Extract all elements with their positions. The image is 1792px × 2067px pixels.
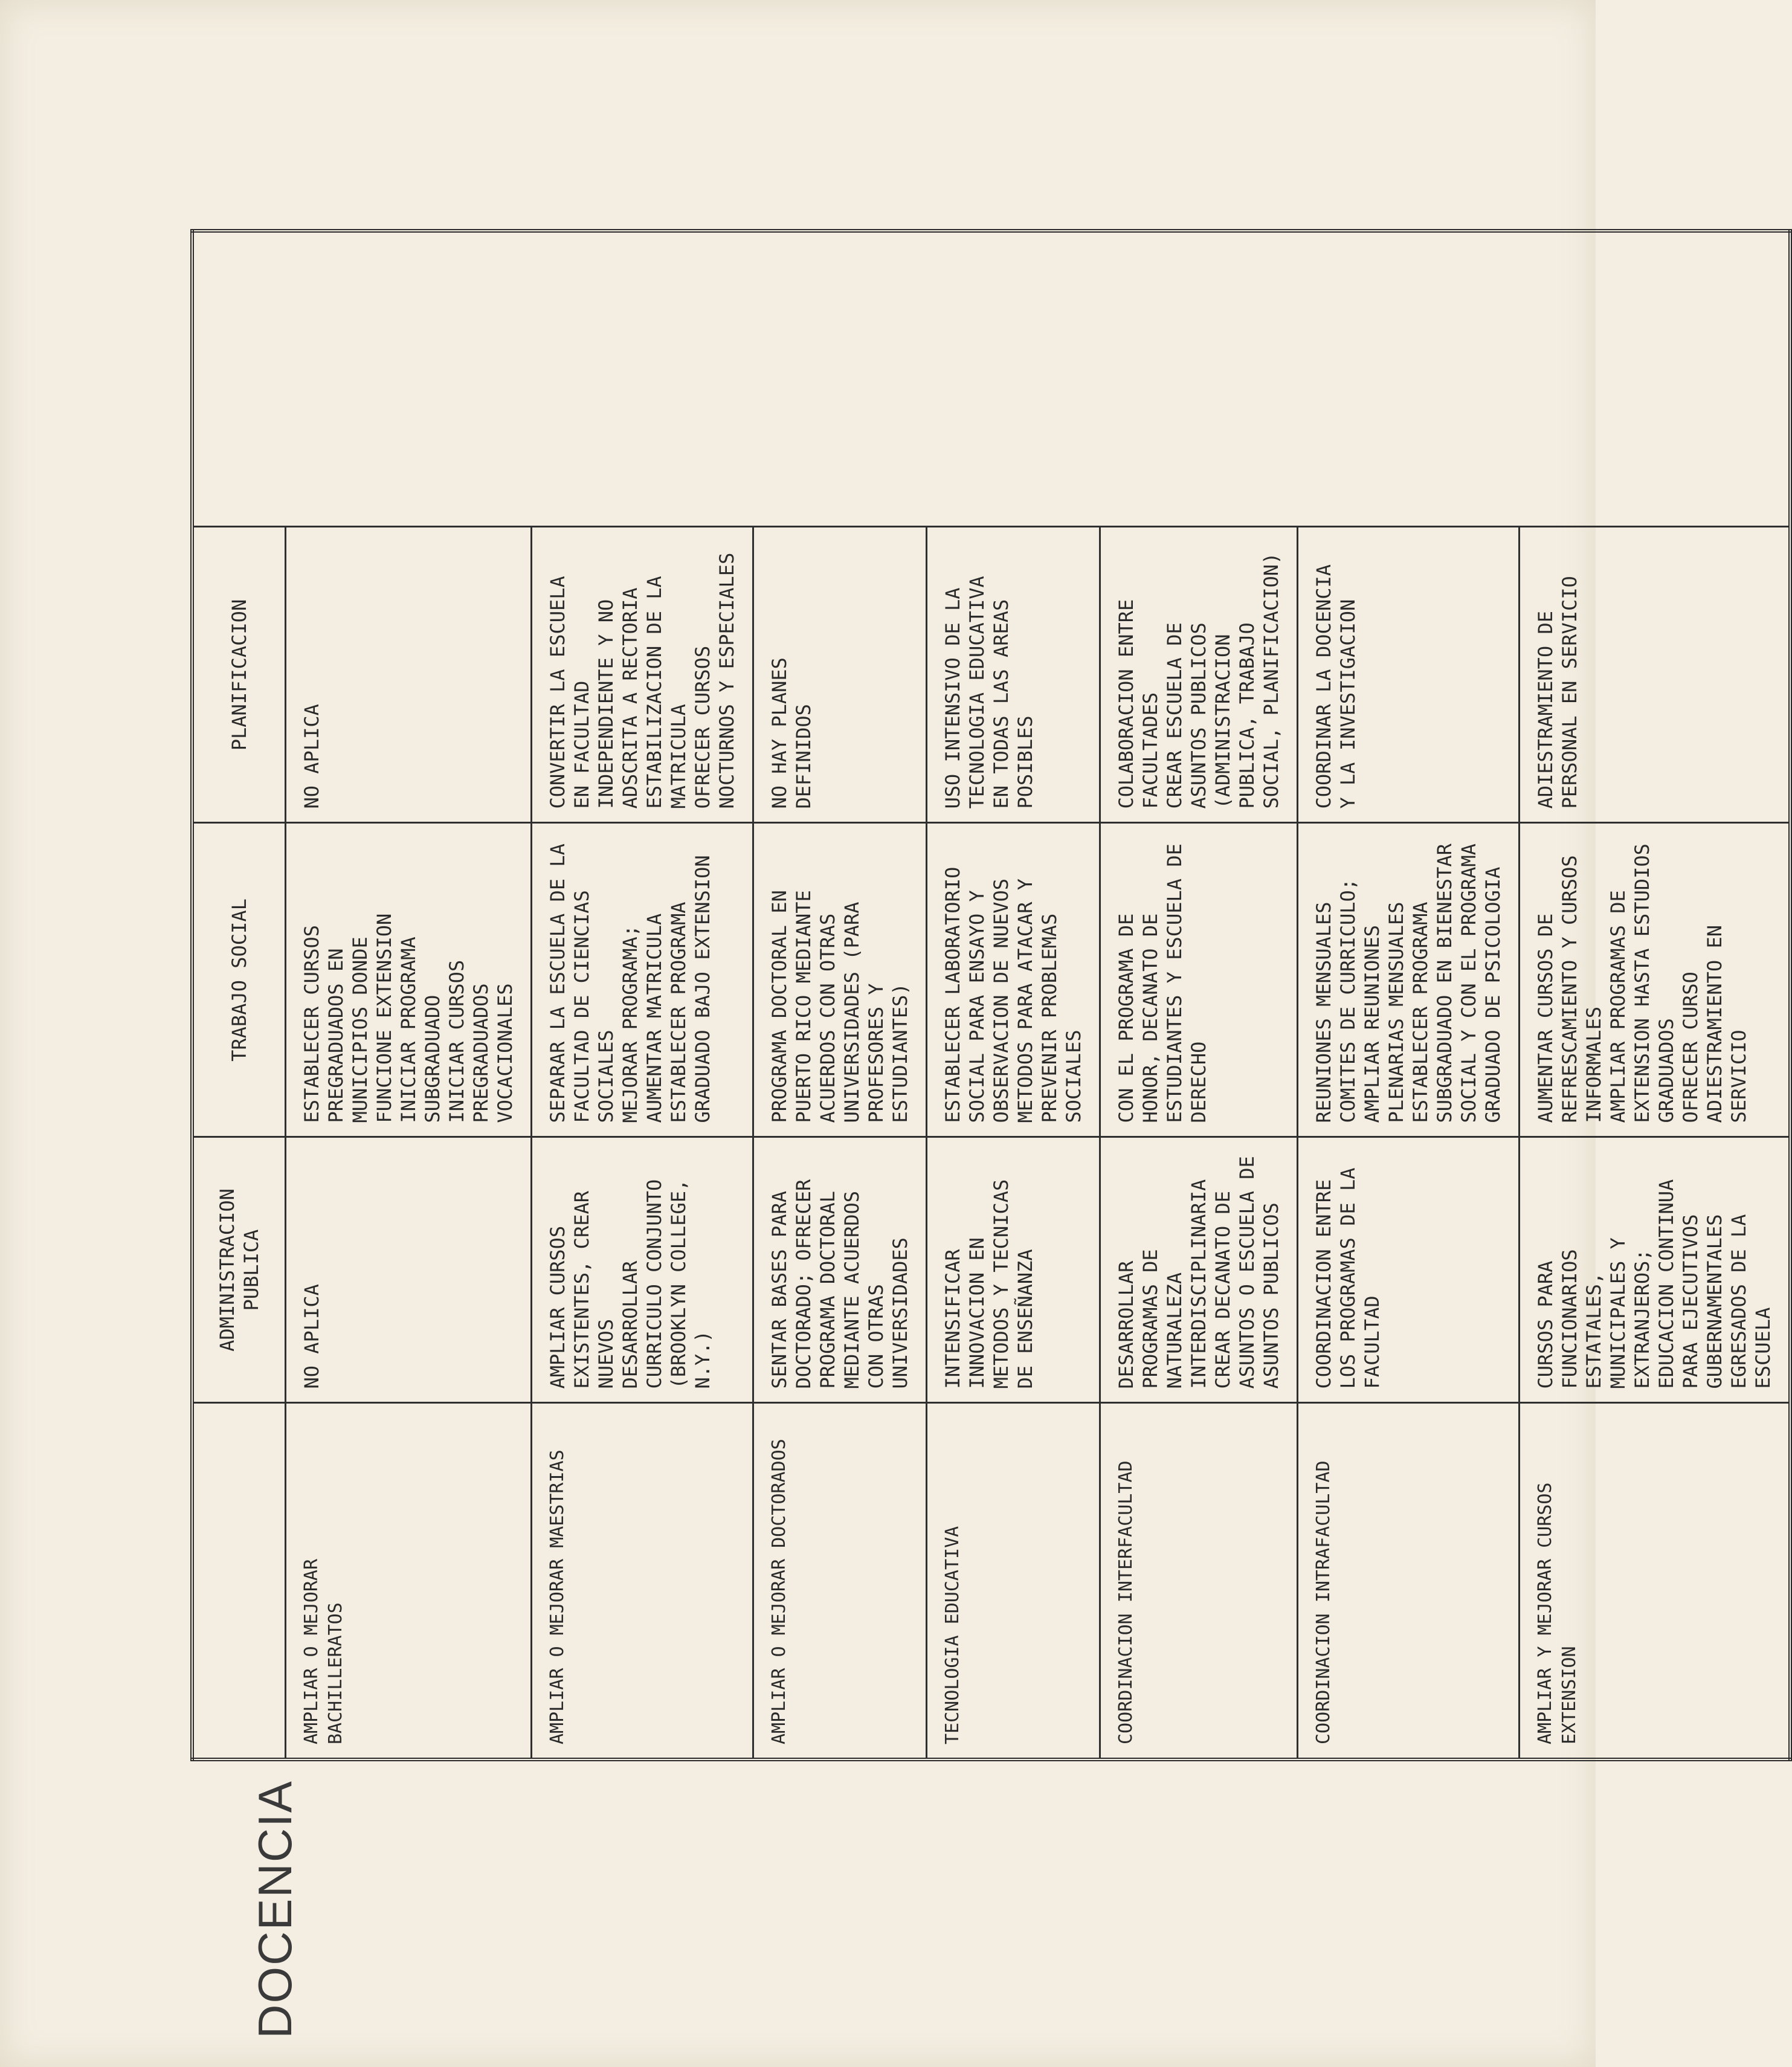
cell-trabajo-social: AUMENTAR CURSOS DE REFRESCAMIENTO Y CURSOS INFORMALES AMPLIAR PROGRAMAS DE EXTENSION HASTA ESTUDIOS GRADUADOS OFRECER CURSO ADIESTRAMIENTO EN SERVICIO bbox=[1520, 823, 1791, 1137]
header-row bbox=[192, 231, 286, 1759]
section-label: DOCENCIA bbox=[248, 1780, 301, 2039]
cell-administracion-publica: DESARROLLAR PROGRAMAS DE NATURALEZA INTERDISCIPLINARIA CREAR DECANATO DE ASUNTOS O ESCUELA DE ASUNTOS PUBLICOS bbox=[1100, 1137, 1298, 1403]
cell-administracion-publica: CURSOS PARA FUNCIONARIOS ESTATALES, MUNICIPALES Y EXTRANJEROS; EDUCACION CONTINUA PARA EJECUTIVOS GUBERNAMENTALES EGRESADOS DE LA ESCUELA bbox=[1520, 1137, 1791, 1403]
cell-trabajo-social: SEPARAR LA ESCUELA DE LA FACULTAD DE CIENCIAS SOCIALES MEJORAR PROGRAMA; AUMENTAR MATRICULA ESTABLECER PROGRAMA GRADUADO BAJO EXTENSION bbox=[532, 823, 753, 1137]
row-label: AMPLIAR O MEJORAR MAESTRIAS bbox=[532, 1403, 753, 1759]
table-row bbox=[1100, 231, 1298, 1759]
cell-administracion-publica: NO APLICA bbox=[286, 1137, 532, 1403]
cell-administracion-publica: AMPLIAR CURSOS EXISTENTES, CREAR NUEVOS DESARROLLAR CURRICULO CONJUNTO (BROOKLYN COLLEGE, N.Y.) bbox=[532, 1137, 753, 1403]
row-label: AMPLIAR O MEJORAR DOCTORADOS bbox=[753, 1403, 927, 1759]
column-header-plan: PLANIFICACION bbox=[192, 527, 286, 823]
table-row bbox=[753, 231, 927, 1759]
row-label: AMPLIAR Y MEJORAR CURSOS EXTENSION bbox=[1520, 1403, 1791, 1759]
corner-cell bbox=[192, 1403, 286, 1759]
cell-administracion-publica: COORDINACION ENTRE LOS PROGRAMAS DE LA FACULTAD bbox=[1298, 1137, 1520, 1403]
cell-trabajo-social: ESTABLECER LABORATORIO SOCIAL PARA ENSAYO Y OBSERVACION DE NUEVOS METODOS PARA ATACAR Y PREVENIR PROBLEMAS SOCIALES bbox=[927, 823, 1100, 1137]
cell-planificacion: CONVERTIR LA ESCUELA EN FACULTAD INDEPENDIENTE Y NO ADSCRITA A RECTORIA ESTABILIZACION DE LA MATRICULA OFRECER CURSOS NOCTURNOS Y ESPECIALES bbox=[532, 527, 753, 823]
cell-trabajo-social: ESTABLECER CURSOS PREGRADUADOS EN MUNICIPIOS DONDE FUNCIONE EXTENSION INICIAR PROGRAMA SUBGRADUADO INICIAR CURSOS PREGRADUADOS VOCACIONALES bbox=[286, 823, 532, 1137]
row-label: COORDINACION INTRAFACULTAD bbox=[1298, 1403, 1520, 1759]
row-label: TECNOLOGIA EDUCATIVA bbox=[927, 1403, 1100, 1759]
cell-planificacion: COLABORACION ENTRE FACULTADES CREAR ESCUELA DE ASUNTOS PUBLICOS (ADMINISTRACION PUBLICA, TRABAJO SOCIAL, PLANIFICACION) bbox=[1100, 527, 1298, 823]
cell-planificacion: NO APLICA bbox=[286, 527, 532, 823]
table-row bbox=[286, 231, 532, 1759]
row-label: AMPLIAR O MEJORAR BACHILLERATOS bbox=[286, 1403, 532, 1759]
table-row bbox=[1298, 231, 1520, 1759]
cell-trabajo-social: REUNIONES MENSUALES COMITES DE CURRICULO; AMPLIAR REUNIONES PLENARIAS MENSUALES ESTABLECER PROGRAMA SUBGRADUADO EN BIENESTAR SOCIAL Y CON EL PROGRAMA GRADUADO DE PSICOLOGIA bbox=[1298, 823, 1520, 1137]
cell-trabajo-social: PROGRAMA DOCTORAL EN PUERTO RICO MEDIANTE ACUERDOS CON OTRAS UNIVERSIDADES (PARA PROFESORES Y ESTUDIANTES) bbox=[753, 823, 927, 1137]
cell-administracion-publica: SENTAR BASES PARA DOCTORADO; OFRECER PROGRAMA DOCTORAL MEDIANTE ACUERDOS CON OTRAS UNIVERSIDADES bbox=[753, 1137, 927, 1403]
column-header-ts: TRABAJO SOCIAL bbox=[192, 823, 286, 1137]
cell-planificacion: USO INTENSIVO DE LA TECNOLOGIA EDUCATIVA EN TODAS LAS AREAS POSIBLES bbox=[927, 527, 1100, 823]
table-row bbox=[927, 231, 1100, 1759]
table-row bbox=[532, 231, 753, 1759]
row-label: COORDINACION INTERFACULTAD bbox=[1100, 1403, 1298, 1759]
table-row bbox=[1520, 231, 1791, 1759]
cell-planificacion: COORDINAR LA DOCENCIA Y LA INVESTIGACION bbox=[1298, 527, 1520, 823]
column-header-adm: ADMINISTRACION PUBLICA bbox=[192, 1137, 286, 1403]
cell-administracion-publica: INTENSIFICAR INNOVACION EN METODOS Y TECNICAS DE ENSEÑANZA bbox=[927, 1137, 1100, 1403]
cell-planificacion: ADIESTRAMIENTO DE PERSONAL EN SERVICIO bbox=[1520, 527, 1791, 823]
objectives-table bbox=[190, 229, 1792, 1761]
rotated-table-sheet bbox=[190, 233, 1774, 1761]
cell-planificacion: NO HAY PLANES DEFINIDOS bbox=[753, 527, 927, 823]
cell-trabajo-social: CON EL PROGRAMA DE HONOR, DECANATO DE ESTUDIANTES Y ESCUELA DE DERECHO bbox=[1100, 823, 1298, 1137]
